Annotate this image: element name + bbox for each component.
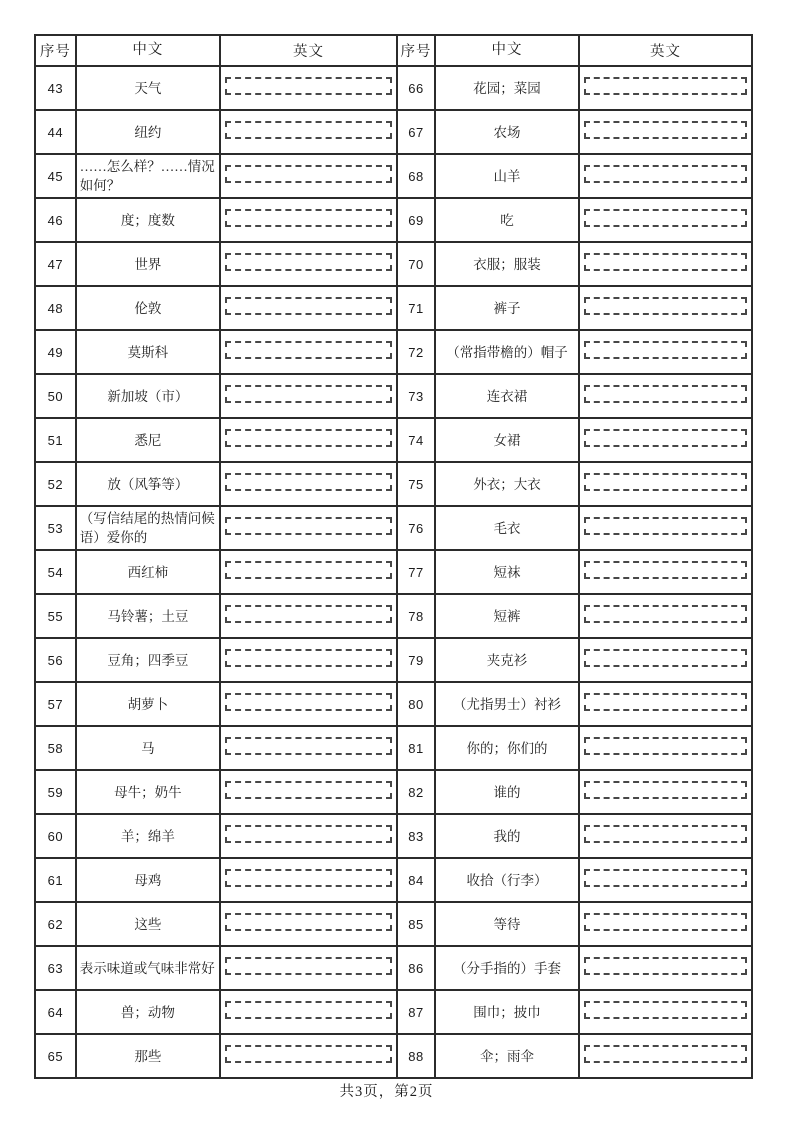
answer-blank-lines[interactable] xyxy=(584,209,747,227)
chinese-term: 等待 xyxy=(434,903,578,945)
table-row xyxy=(398,109,751,153)
english-answer-cell xyxy=(219,771,396,813)
table-row xyxy=(36,725,396,769)
row-number: 43 xyxy=(47,80,64,96)
chinese-term: 外衣；大衣 xyxy=(434,463,578,505)
table-row xyxy=(36,417,396,461)
row-number: 88 xyxy=(408,1048,424,1064)
row-number: 45 xyxy=(47,168,64,184)
column-header-english: 英文 xyxy=(578,36,751,65)
table-row xyxy=(398,945,751,989)
table-row xyxy=(36,1033,396,1077)
table-row xyxy=(36,637,396,681)
table-row xyxy=(36,109,396,153)
table-row xyxy=(398,725,751,769)
row-number: 54 xyxy=(47,564,64,580)
english-answer-cell xyxy=(578,859,751,901)
answer-blank-lines[interactable] xyxy=(584,341,747,359)
english-answer-cell xyxy=(578,991,751,1033)
chinese-term: 吃 xyxy=(434,199,578,241)
answer-blank-lines[interactable] xyxy=(584,253,747,271)
english-answer-cell xyxy=(578,771,751,813)
row-number: 81 xyxy=(408,740,424,756)
chinese-term: 短袜 xyxy=(434,551,578,593)
chinese-term: （写信结尾的热情问候语）爱你的 xyxy=(75,507,219,549)
table-row xyxy=(36,945,396,989)
answer-blank-lines[interactable] xyxy=(584,297,747,315)
chinese-term: （分手指的）手套 xyxy=(434,947,578,989)
english-answer-cell xyxy=(578,419,751,461)
table-row xyxy=(36,241,396,285)
english-answer-cell xyxy=(219,331,396,373)
row-number: 79 xyxy=(408,652,424,668)
answer-blank-lines[interactable] xyxy=(225,825,392,843)
table-row xyxy=(36,373,396,417)
chinese-term: 农场 xyxy=(434,111,578,153)
row-number: 80 xyxy=(408,696,424,712)
table-row xyxy=(398,329,751,373)
english-answer-cell xyxy=(578,639,751,681)
chinese-term: 马 xyxy=(75,727,219,769)
english-answer-cell xyxy=(219,1035,396,1077)
english-answer-cell xyxy=(578,111,751,153)
table-row xyxy=(398,241,751,285)
english-answer-cell xyxy=(578,463,751,505)
english-answer-cell xyxy=(219,595,396,637)
row-number: 50 xyxy=(47,388,64,404)
english-answer-cell xyxy=(219,683,396,725)
row-number: 55 xyxy=(47,608,64,624)
row-number: 61 xyxy=(47,872,64,888)
chinese-term: 度；度数 xyxy=(75,199,219,241)
row-number: 65 xyxy=(47,1048,64,1064)
chinese-term: 马铃薯；土豆 xyxy=(75,595,219,637)
answer-blank-lines[interactable] xyxy=(225,297,392,315)
english-answer-cell xyxy=(219,463,396,505)
row-number: 68 xyxy=(408,168,424,184)
chinese-term: 女裙 xyxy=(434,419,578,461)
chinese-term: ……怎么样？……情况如何？ xyxy=(75,155,219,197)
answer-blank-lines[interactable] xyxy=(584,165,747,183)
table-row xyxy=(36,549,396,593)
answer-blank-lines[interactable] xyxy=(584,649,747,667)
chinese-term: 莫斯科 xyxy=(75,331,219,373)
table-row xyxy=(398,505,751,549)
table-row xyxy=(36,593,396,637)
answer-blank-lines[interactable] xyxy=(584,561,747,579)
answer-blank-lines[interactable] xyxy=(225,561,392,579)
answer-blank-lines[interactable] xyxy=(225,77,392,95)
chinese-term: 谁的 xyxy=(434,771,578,813)
answer-blank-lines[interactable] xyxy=(225,649,392,667)
row-number: 49 xyxy=(47,344,64,360)
chinese-term: 衣服；服装 xyxy=(434,243,578,285)
answer-blank-lines[interactable] xyxy=(225,1045,392,1063)
english-answer-cell xyxy=(219,639,396,681)
english-answer-cell xyxy=(219,155,396,197)
english-answer-cell xyxy=(578,947,751,989)
chinese-term: 悉尼 xyxy=(75,419,219,461)
chinese-term: 我的 xyxy=(434,815,578,857)
english-answer-cell xyxy=(578,683,751,725)
chinese-term: 西红柿 xyxy=(75,551,219,593)
row-number: 56 xyxy=(47,652,64,668)
row-number: 64 xyxy=(47,1004,64,1020)
english-answer-cell xyxy=(578,551,751,593)
answer-blank-lines[interactable] xyxy=(584,1045,747,1063)
table-row xyxy=(36,153,396,197)
chinese-term: 新加坡（市） xyxy=(75,375,219,417)
answer-blank-lines[interactable] xyxy=(225,341,392,359)
row-number: 62 xyxy=(47,916,64,932)
chinese-term: 夹克衫 xyxy=(434,639,578,681)
answer-blank-lines[interactable] xyxy=(584,825,747,843)
chinese-term: 天气 xyxy=(75,67,219,109)
answer-blank-lines[interactable] xyxy=(225,869,392,887)
row-number: 73 xyxy=(408,388,424,404)
english-answer-cell xyxy=(578,1035,751,1077)
row-number: 71 xyxy=(408,300,424,316)
table-row xyxy=(36,769,396,813)
answer-blank-lines[interactable] xyxy=(584,693,747,711)
chinese-term: 围巾；披巾 xyxy=(434,991,578,1033)
row-number: 70 xyxy=(408,256,424,272)
answer-blank-lines[interactable] xyxy=(584,869,747,887)
row-number: 51 xyxy=(47,432,64,448)
english-answer-cell xyxy=(578,243,751,285)
answer-blank-lines[interactable] xyxy=(584,913,747,931)
chinese-term: 山羊 xyxy=(434,155,578,197)
table-row xyxy=(36,901,396,945)
row-number: 58 xyxy=(47,740,64,756)
answer-blank-lines[interactable] xyxy=(225,253,392,271)
answer-blank-lines[interactable] xyxy=(225,913,392,931)
row-number: 69 xyxy=(408,212,424,228)
table-row xyxy=(398,593,751,637)
table-row xyxy=(398,373,751,417)
table-row xyxy=(398,285,751,329)
table-row xyxy=(398,1033,751,1077)
row-number: 85 xyxy=(408,916,424,932)
table-row xyxy=(36,197,396,241)
vocab-table-left xyxy=(34,34,398,1079)
chinese-term: （常指带檐的）帽子 xyxy=(434,331,578,373)
answer-blank-lines[interactable] xyxy=(584,385,747,403)
vocab-tables xyxy=(34,34,753,1079)
answer-blank-lines[interactable] xyxy=(225,165,392,183)
row-number: 47 xyxy=(47,256,64,272)
table-row xyxy=(398,681,751,725)
table-row xyxy=(398,813,751,857)
table-row xyxy=(36,65,396,109)
english-answer-cell xyxy=(219,67,396,109)
column-header-chinese: 中文 xyxy=(75,36,219,65)
answer-blank-lines[interactable] xyxy=(225,209,392,227)
chinese-term: 羊；绵羊 xyxy=(75,815,219,857)
english-answer-cell xyxy=(578,903,751,945)
chinese-term: 伞；雨伞 xyxy=(434,1035,578,1077)
english-answer-cell xyxy=(578,155,751,197)
table-header-row xyxy=(36,36,396,65)
answer-blank-lines[interactable] xyxy=(225,1001,392,1019)
row-number: 75 xyxy=(408,476,424,492)
chinese-term: 裤子 xyxy=(434,287,578,329)
english-answer-cell xyxy=(219,903,396,945)
chinese-term: 你的；你们的 xyxy=(434,727,578,769)
english-answer-cell xyxy=(219,727,396,769)
chinese-term: 纽约 xyxy=(75,111,219,153)
english-answer-cell xyxy=(578,287,751,329)
table-row xyxy=(398,769,751,813)
row-number: 59 xyxy=(47,784,64,800)
row-number: 82 xyxy=(408,784,424,800)
table-row xyxy=(398,65,751,109)
table-row xyxy=(36,989,396,1033)
row-number: 67 xyxy=(408,124,424,140)
english-answer-cell xyxy=(219,859,396,901)
row-number: 46 xyxy=(47,212,64,228)
table-row xyxy=(36,285,396,329)
table-row xyxy=(398,417,751,461)
chinese-term: 短裤 xyxy=(434,595,578,637)
table-row xyxy=(36,505,396,549)
row-number: 76 xyxy=(408,520,424,536)
column-header-number: 序号 xyxy=(39,44,71,60)
answer-blank-lines[interactable] xyxy=(225,605,392,623)
chinese-term: 世界 xyxy=(75,243,219,285)
row-number: 87 xyxy=(408,1004,424,1020)
answer-blank-lines[interactable] xyxy=(225,121,392,139)
row-number: 57 xyxy=(47,696,64,712)
chinese-term: 胡萝卜 xyxy=(75,683,219,725)
answer-blank-lines[interactable] xyxy=(584,77,747,95)
column-header-chinese: 中文 xyxy=(434,36,578,65)
chinese-term: 这些 xyxy=(75,903,219,945)
table-row xyxy=(398,549,751,593)
vocab-table-right xyxy=(398,34,753,1079)
answer-blank-lines[interactable] xyxy=(584,781,747,799)
table-row xyxy=(398,989,751,1033)
chinese-term: 毛衣 xyxy=(434,507,578,549)
column-header-number: 序号 xyxy=(400,44,432,60)
row-number: 63 xyxy=(47,960,64,976)
row-number: 78 xyxy=(408,608,424,624)
english-answer-cell xyxy=(219,991,396,1033)
chinese-term: （尤指男士）衬衫 xyxy=(434,683,578,725)
table-row xyxy=(36,681,396,725)
chinese-term: 母鸡 xyxy=(75,859,219,901)
table-row xyxy=(398,461,751,505)
chinese-term: 放（风筝等） xyxy=(75,463,219,505)
chinese-term: 表示味道或气味非常好 xyxy=(75,947,219,989)
chinese-term: 母牛；奶牛 xyxy=(75,771,219,813)
chinese-term: 豆角；四季豆 xyxy=(75,639,219,681)
row-number: 44 xyxy=(47,124,64,140)
row-number: 84 xyxy=(408,872,424,888)
english-answer-cell xyxy=(219,507,396,549)
row-number: 48 xyxy=(47,300,64,316)
english-answer-cell xyxy=(219,947,396,989)
chinese-term: 花园；菜园 xyxy=(434,67,578,109)
answer-blank-lines[interactable] xyxy=(584,737,747,755)
table-row xyxy=(36,461,396,505)
english-answer-cell xyxy=(219,375,396,417)
chinese-term: 兽；动物 xyxy=(75,991,219,1033)
english-answer-cell xyxy=(219,815,396,857)
english-answer-cell xyxy=(219,243,396,285)
answer-blank-lines[interactable] xyxy=(225,781,392,799)
table-row xyxy=(36,813,396,857)
english-answer-cell xyxy=(578,199,751,241)
answer-blank-lines[interactable] xyxy=(225,693,392,711)
english-answer-cell xyxy=(219,287,396,329)
answer-blank-lines[interactable] xyxy=(225,517,392,535)
answer-blank-lines[interactable] xyxy=(584,517,747,535)
column-header-english: 英文 xyxy=(219,36,396,65)
english-answer-cell xyxy=(578,375,751,417)
chinese-term: 那些 xyxy=(75,1035,219,1077)
answer-blank-lines[interactable] xyxy=(584,429,747,447)
chinese-term: 连衣裙 xyxy=(434,375,578,417)
row-number: 74 xyxy=(408,432,424,448)
english-answer-cell xyxy=(219,199,396,241)
page-footer: 共3页，第2页 xyxy=(339,1084,434,1100)
english-answer-cell xyxy=(578,815,751,857)
table-row xyxy=(36,857,396,901)
row-number: 72 xyxy=(408,344,424,360)
answer-blank-lines[interactable] xyxy=(584,605,747,623)
english-answer-cell xyxy=(578,67,751,109)
answer-blank-lines[interactable] xyxy=(225,473,392,491)
english-answer-cell xyxy=(578,595,751,637)
english-answer-cell xyxy=(219,419,396,461)
table-header-row xyxy=(398,36,751,65)
table-row xyxy=(398,857,751,901)
row-number: 86 xyxy=(408,960,424,976)
answer-blank-lines[interactable] xyxy=(584,957,747,975)
english-answer-cell xyxy=(578,727,751,769)
answer-blank-lines[interactable] xyxy=(225,737,392,755)
answer-blank-lines[interactable] xyxy=(584,121,747,139)
table-row xyxy=(398,901,751,945)
english-answer-cell xyxy=(578,507,751,549)
answer-blank-lines[interactable] xyxy=(225,429,392,447)
table-row xyxy=(36,329,396,373)
row-number: 83 xyxy=(408,828,424,844)
answer-blank-lines[interactable] xyxy=(584,1001,747,1019)
row-number: 53 xyxy=(47,520,64,536)
answer-blank-lines[interactable] xyxy=(225,957,392,975)
chinese-term: 伦敦 xyxy=(75,287,219,329)
table-row xyxy=(398,637,751,681)
table-row xyxy=(398,153,751,197)
english-answer-cell xyxy=(219,551,396,593)
table-row xyxy=(398,197,751,241)
answer-blank-lines[interactable] xyxy=(225,385,392,403)
english-answer-cell xyxy=(219,111,396,153)
row-number: 52 xyxy=(47,476,64,492)
row-number: 60 xyxy=(47,828,64,844)
english-answer-cell xyxy=(578,331,751,373)
answer-blank-lines[interactable] xyxy=(584,473,747,491)
chinese-term: 收拾（行李） xyxy=(434,859,578,901)
row-number: 66 xyxy=(408,80,424,96)
row-number: 77 xyxy=(408,564,424,580)
